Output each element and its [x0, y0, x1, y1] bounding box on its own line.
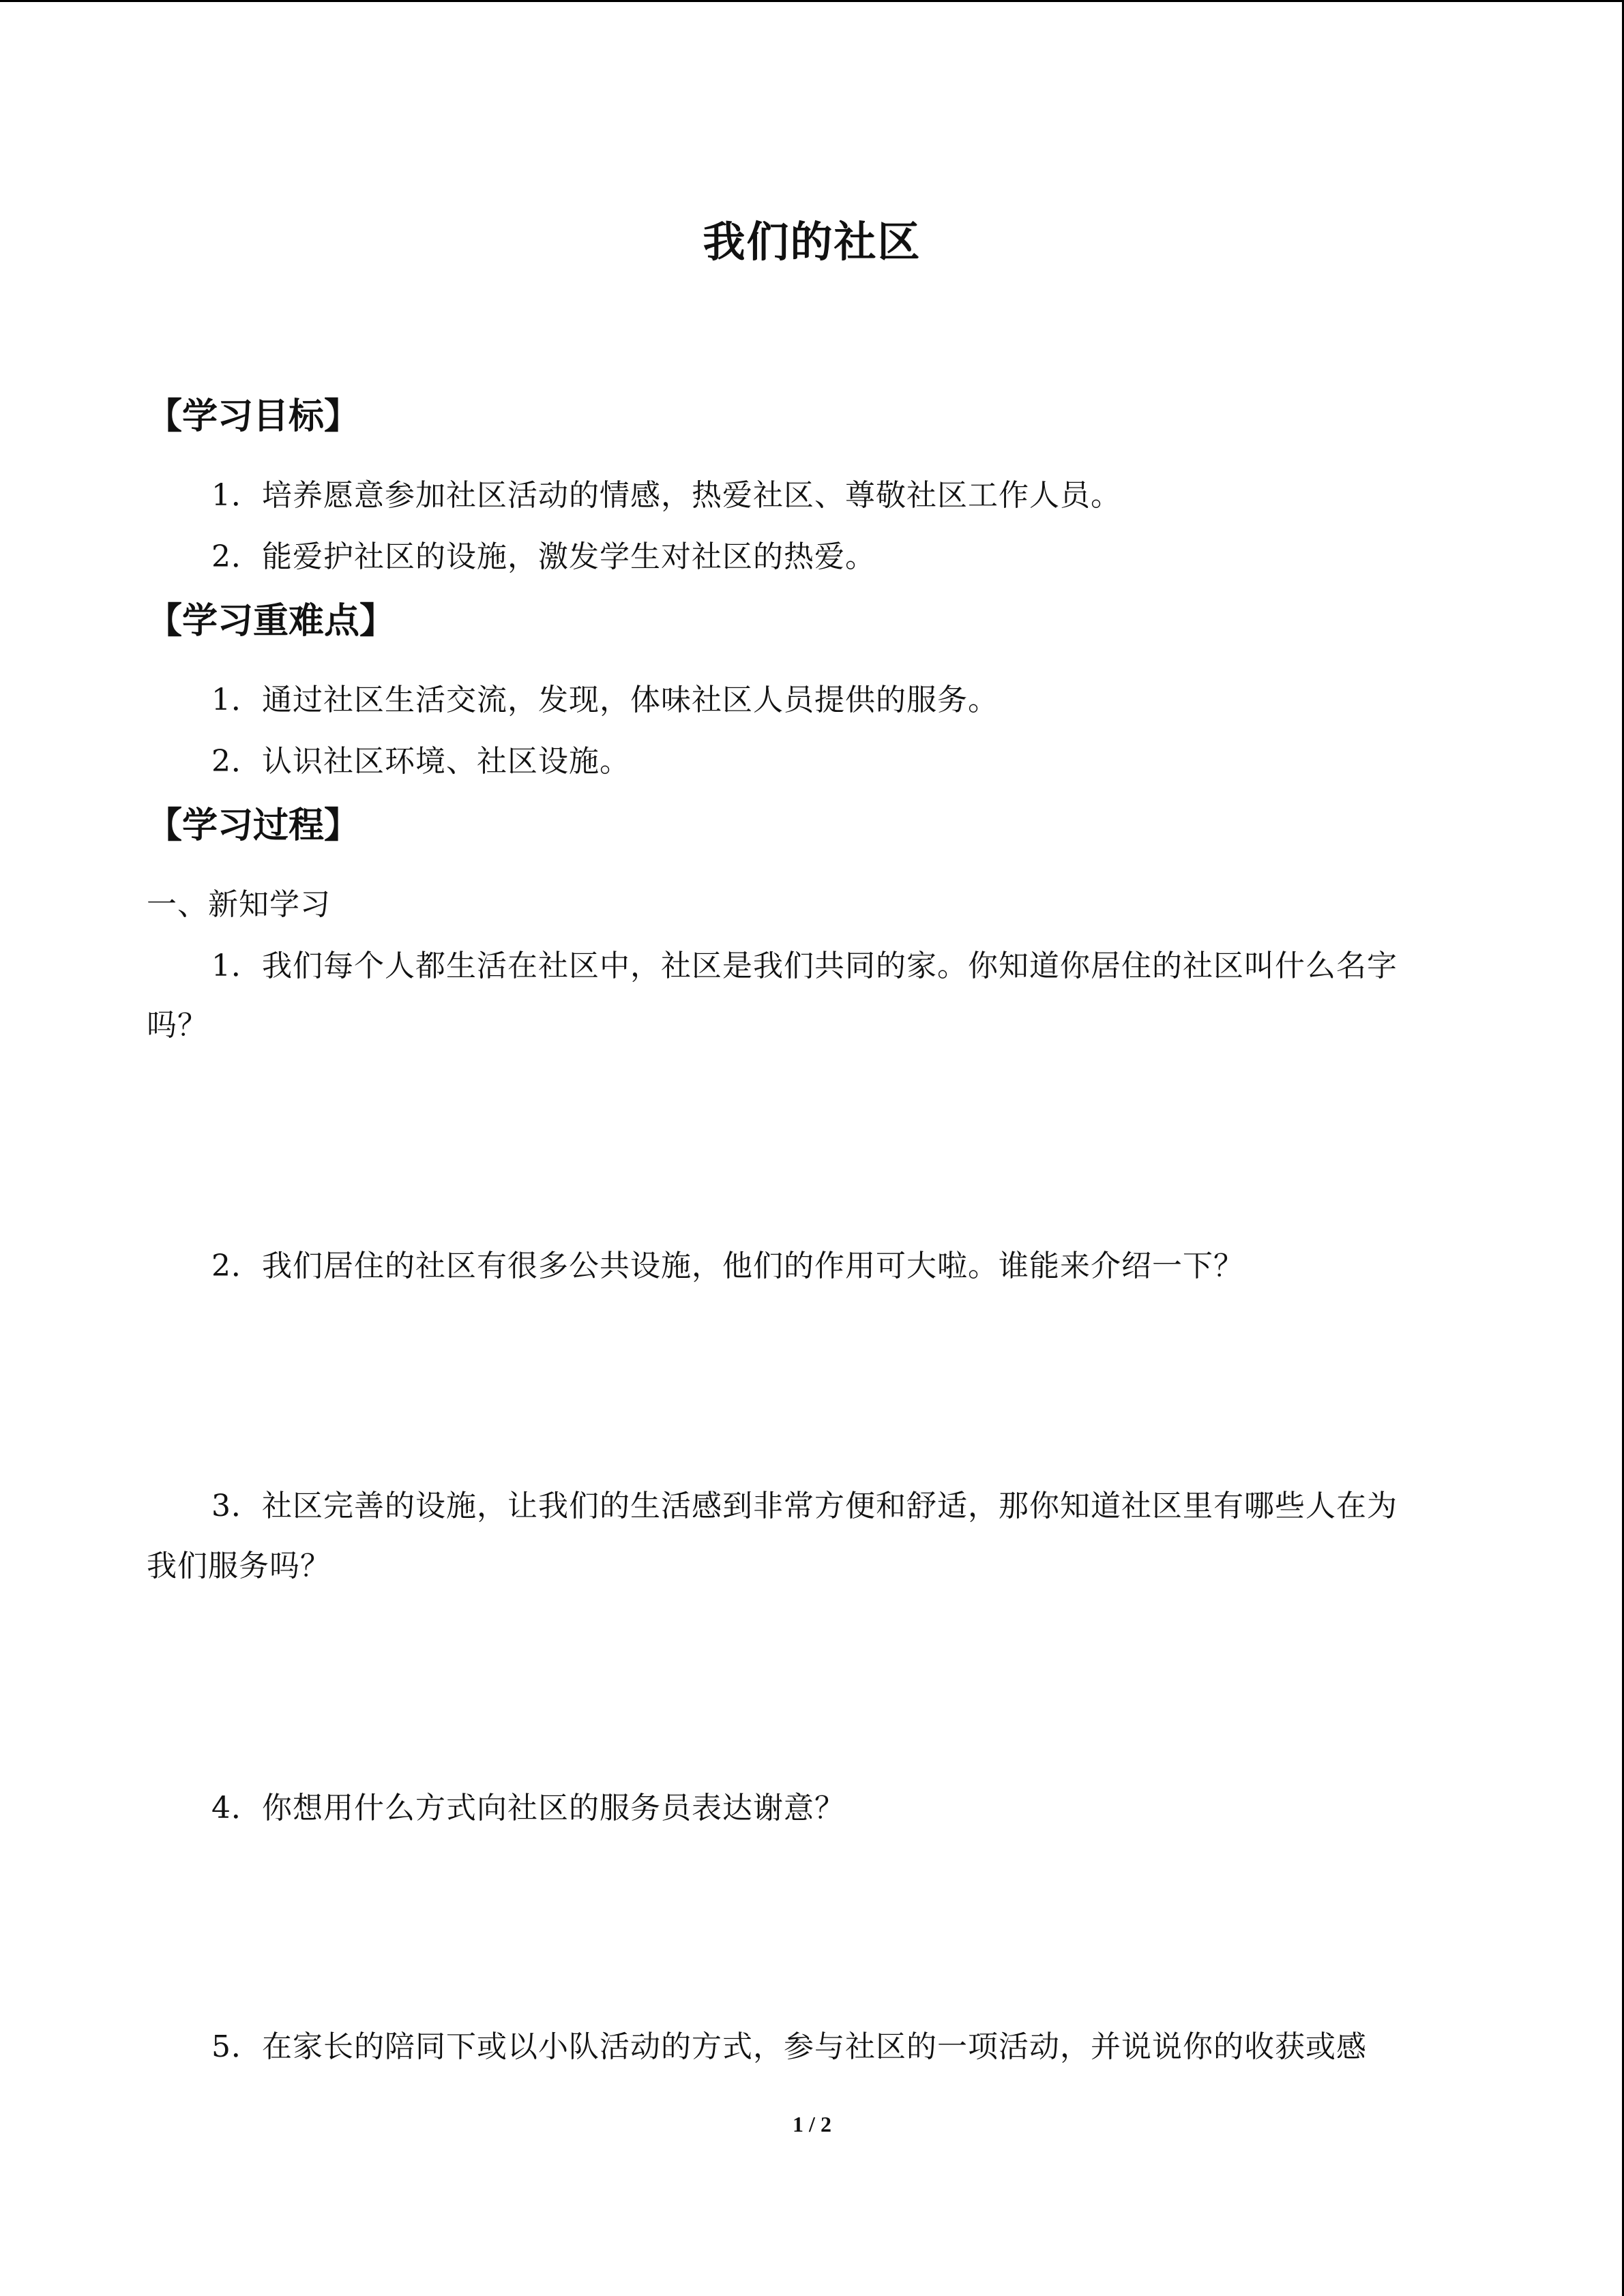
process-subheading: 一、新知学习 — [147, 887, 331, 922]
question-5-line-1: 5．在家长的陪同下或以小队活动的方式，参与社区的一项活动，并说说你的收获或感 — [211, 2029, 1367, 2064]
page-number: 1 / 2 — [793, 2112, 831, 2136]
question-3-line-2: 我们服务吗？ — [147, 1549, 331, 1583]
objective-item-2: 2．能爱护社区的设施，激发学生对社区的热爱。 — [211, 539, 876, 574]
page-border-top — [0, 0, 1624, 2]
question-1-line-1: 1．我们每个人都生活在社区中，社区是我们共同的家。你知道你居住的社区叫什么名字 — [211, 949, 1398, 983]
objective-item-1: 1．培养愿意参加社区活动的情感，热爱社区、尊敬社区工作人员。 — [211, 478, 1121, 513]
question-3-line-1: 3．社区完善的设施，让我们的生活感到非常方便和舒适，那你知道社区里有哪些人在为 — [211, 1489, 1398, 1523]
section-heading-objectives: 【学习目标】 — [147, 396, 360, 437]
section-heading-key-points: 【学习重难点】 — [147, 601, 396, 642]
page-title: 我们的社区 — [703, 217, 921, 267]
question-2: 2．我们居住的社区有很多公共设施，他们的作用可大啦。谁能来介绍一下？ — [211, 1249, 1244, 1283]
question-1-line-2: 吗？ — [147, 1008, 208, 1043]
question-4: 4．你想用什么方式向社区的服务员表达谢意？ — [211, 1791, 845, 1825]
section-heading-process: 【学习过程】 — [147, 805, 360, 846]
key-point-item-1: 1．通过社区生活交流，发现，体味社区人员提供的服务。 — [211, 683, 999, 717]
key-point-item-2: 2．认识社区环境、社区设施。 — [211, 744, 630, 779]
